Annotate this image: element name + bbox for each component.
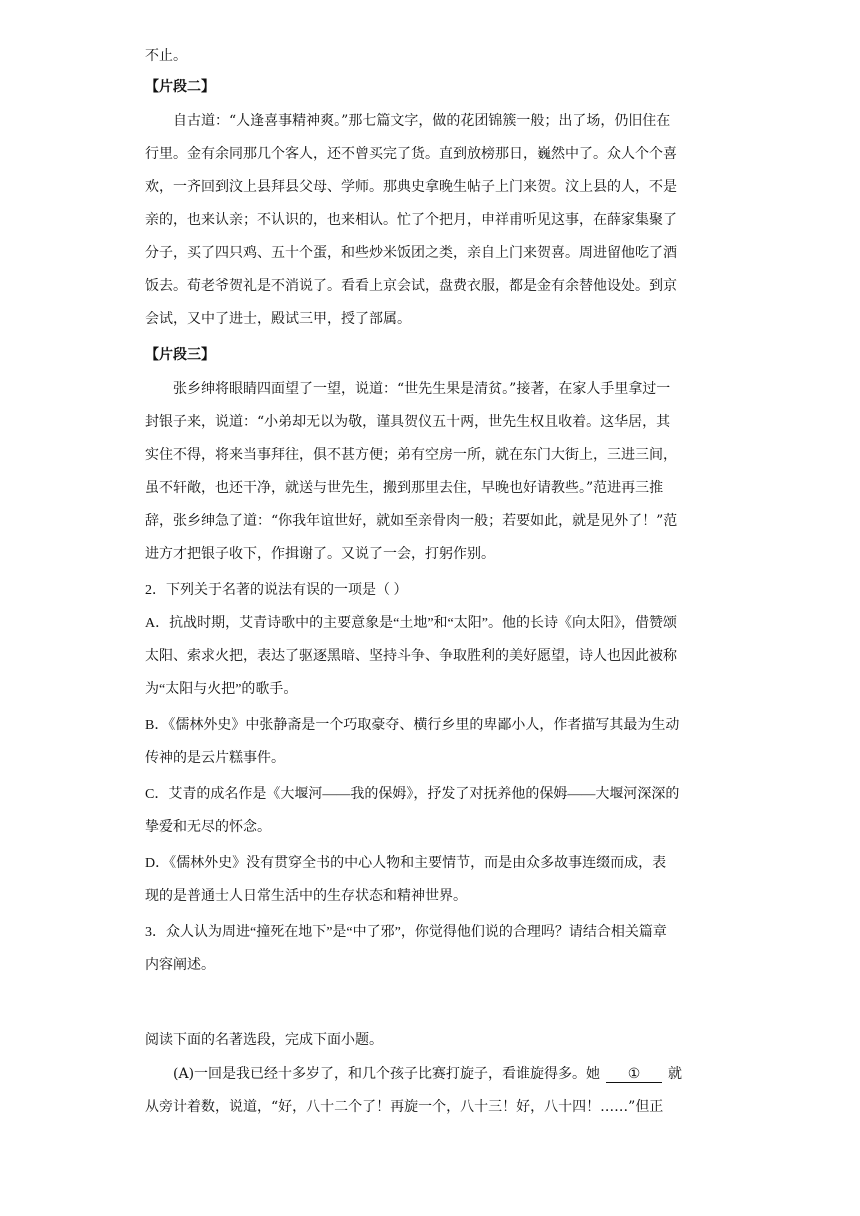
- option-a-cont: 太阳、索求火把，表达了驱逐黑暗、坚持斗争、争取胜利的美好愿望，诗人也因此被称: [145, 649, 677, 664]
- option-c-cont: 挚爱和无尽的怀念。: [145, 820, 271, 835]
- option-d: D．《儒林外史》没有贯穿全书的中心人物和主要情节，而是由众多故事连缀而成，表: [145, 856, 667, 871]
- text-line: 不止。: [145, 48, 187, 64]
- passage-a-text: 就: [668, 1066, 683, 1082]
- question-3-cont: 内容阐述。: [145, 958, 215, 973]
- text-line: 封银子来，说道：“小弟却无以为敬，谨具贺仪五十两，世先生权且收着。这华居，其: [145, 414, 671, 430]
- option-a: A．抗战时期，艾青诗歌中的主要意象是“土地”和“太阳”。他的长诗《向太阳》，借赞颂: [145, 616, 677, 631]
- passage-a-line: 从旁计着数，说道，“好，八十二个了！再旋一个，八十三！好，八十四！……”但正: [145, 1099, 664, 1115]
- text-line: 自古道：“人逢喜事精神爽。”那七篇文字，做的花团锦簇一般；出了场，仍旧住在: [173, 113, 671, 129]
- text-line: 实住不得，将来当事拜往，俱不甚方便；弟有空房一所，就在东门大街上，三进三间，: [145, 447, 677, 463]
- text-line: 辞，张乡绅急了道：“你我年谊世好，就如至亲骨肉一般；若要如此，就是见外了！”范: [145, 513, 678, 529]
- text-line: 亲的，也来认亲；不认识的，也来相认。忙了个把月，申祥甫听见这事，在薛家集聚了: [145, 212, 677, 228]
- option-b-cont: 传神的是云片糕事件。: [145, 751, 285, 766]
- passage-a-line: [173, 1064, 682, 1084]
- reading-instruction: 阅读下面的名著选段，完成下面小题。: [145, 1033, 383, 1048]
- text-line: 行里。金有余同那几个客人，还不曾买完了货。直到放榜那日，巍然中了。众人个个喜: [145, 146, 677, 162]
- section-heading-fragment-3: 【片段三】: [145, 348, 215, 363]
- option-d-cont: 现的是普通士人日常生活中的生存状态和精神世界。: [145, 889, 467, 904]
- text-line: 会试，又中了进士，殿试三甲，授了部属。: [145, 311, 411, 327]
- text-line: 张乡绅将眼睛四面望了一望，说道：“世先生果是清贫。”接著，在家人手里拿过一: [173, 381, 671, 397]
- text-line: 虽不轩敞，也还干净，就送与世先生，搬到那里去住，早晚也好请教些。”范进再三推: [145, 480, 664, 496]
- question-2-stem: 2．下列关于名著的说法有误的一项是（ ）: [145, 583, 408, 598]
- section-heading-fragment-2: 【片段二】: [145, 80, 215, 95]
- text-line: 进方才把银子收下，作揖谢了。又说了一会，打躬作别。: [145, 546, 495, 562]
- option-b: B．《儒林外史》中张静斋是一个巧取豪夺、横行乡里的卑鄙小人，作者描写其最为生动: [145, 718, 680, 733]
- option-c: C．艾青的成名作是《大堰河——我的保姆》，抒发了对抚养他的保姆——大堰河深深的: [145, 787, 680, 802]
- passage-a-text: (A)一回是我已经十多岁了，和几个孩子比赛打旋子，看谁旋得多。她: [173, 1066, 601, 1082]
- text-line: 分子，买了四只鸡、五十个蛋，和些炒米饭团之类，亲自上门来贺喜。周进留他吃了酒: [145, 245, 677, 261]
- option-a-cont: 为“太阳与火把”的歌手。: [145, 682, 298, 697]
- fill-blank-1: ①: [606, 1066, 662, 1083]
- question-3-stem: 3．众人认为周进“撞死在地下”是“中了邪”，你觉得他们说的合理吗？请结合相关篇章: [145, 925, 667, 940]
- text-line: 饭去。荀老爷贺礼是不消说了。看看上京会试，盘费衣服，都是金有余替他设处。到京: [145, 278, 677, 294]
- text-line: 欢，一齐回到汶上县拜县父母、学师。那典史拿晚生帖子上门来贺。汶上县的人，不是: [145, 179, 677, 195]
